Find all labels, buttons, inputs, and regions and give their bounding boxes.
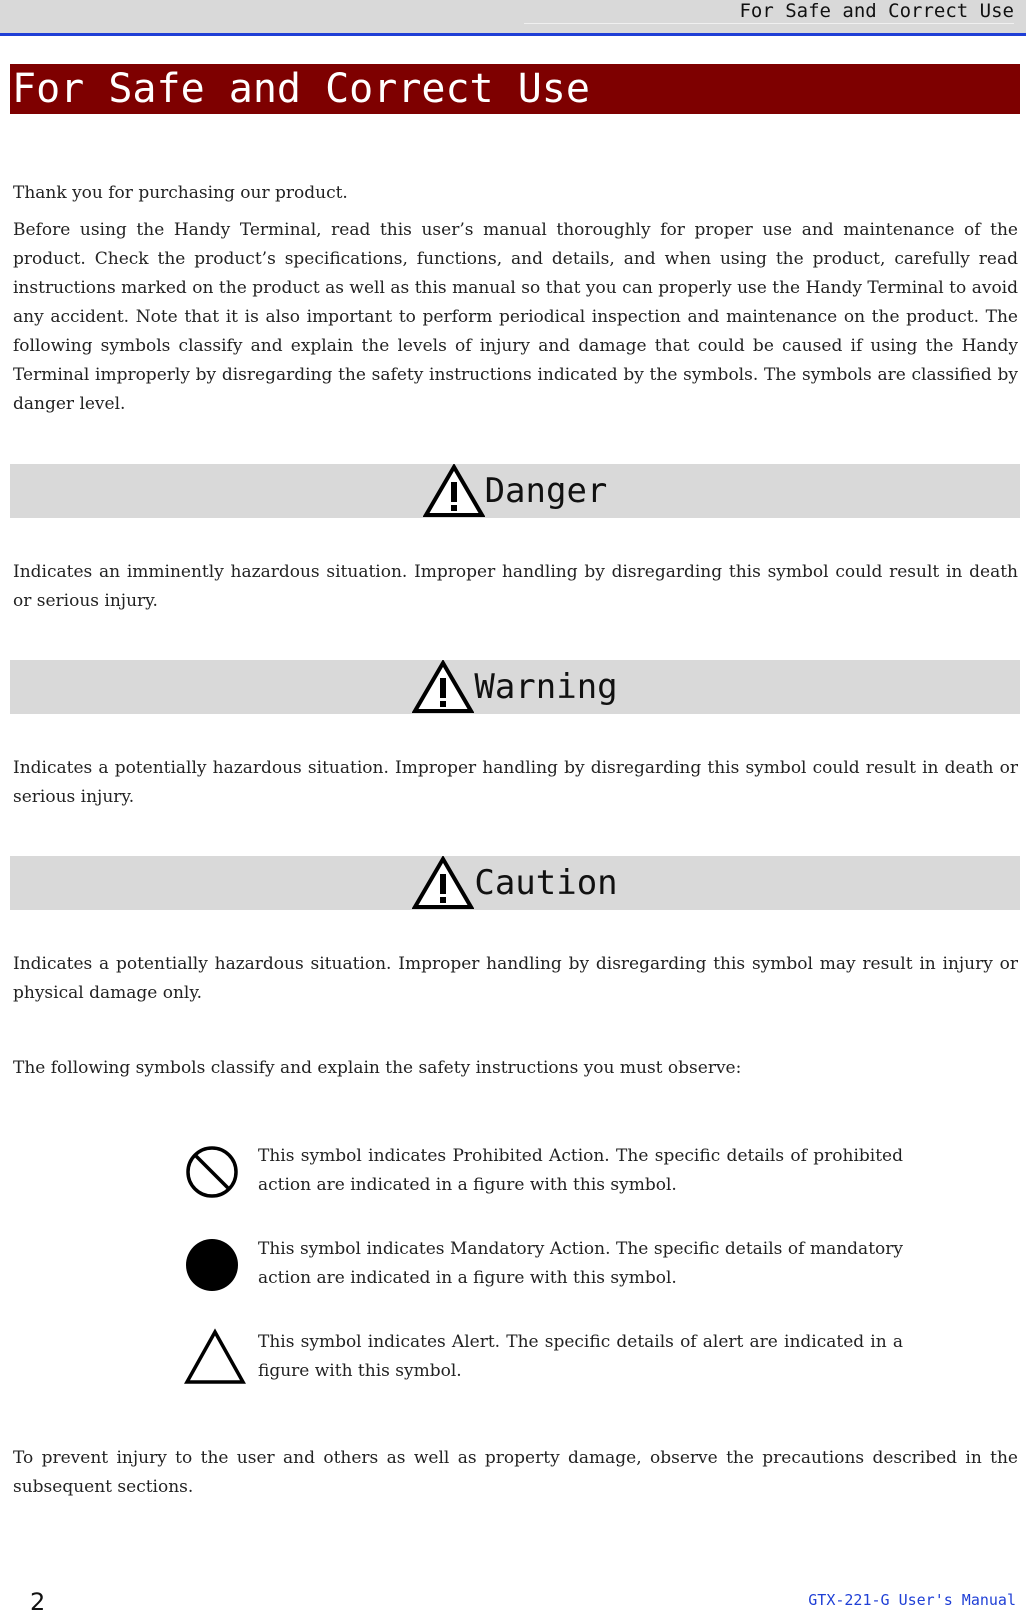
danger-description: Indicates an imminently hazardous situation. Improper handling by disregarding this symbol could result in death or serious injury. [13,562,1018,611]
symbols-intro: The following symbols classify and explain the safety instructions you must observe: [13,1058,742,1078]
alert-triangle-icon [184,1328,246,1386]
intro-thanks: Thank you for purchasing our product. [13,183,348,203]
prohibited-icon [184,1142,240,1198]
running-header-title: For Safe and Correct Use [739,0,1014,22]
symbol-text-prohibited: This symbol indicates Prohibited Action. The specific details of prohibited action are indicated in a figure with this symbol. [258,1146,903,1195]
warning-description: Indicates a potentially hazardous situation. Improper handling by disregarding this symbol could result in death or serious injury. [13,758,1018,807]
footer-manual-name: GTX-221-G User's Manual [808,1591,1016,1609]
symbol-text-alert: This symbol indicates Alert. The specific details of alert are indicated in a figure with this symbol. [258,1332,903,1381]
caution-bar [10,856,1020,910]
symbol-row-prohibited [184,1142,904,1204]
danger-bar [10,464,1020,518]
symbol-text-mandatory: This symbol indicates Mandatory Action. The specific details of mandatory action are indicated in a figure with this symbol. [258,1239,903,1288]
running-header [0,0,1026,36]
intro-body: Before using the Handy Terminal, read this user’s manual thoroughly for proper use and maintenance of the product. Check the product’s specifications, functions, and details, and when using the product, carefully read instructions marked on the product as well as this manual so that you can properly use the Handy Terminal to avoid any accident. Note that it is also important to perform periodical inspection and maintenance on the product. The following symbols classify and explain the levels of injury and damage that could be caused if using the Handy Terminal improperly by disregarding the safety instructions indicated by the symbols. The symbols are classified by danger level. [13,220,1018,414]
symbol-row-mandatory [184,1235,904,1297]
warning-triangle-icon [412,660,474,714]
page-title: For Safe and Correct Use [10,64,1020,114]
caution-label: Caution [474,863,618,903]
warning-triangle-icon [412,856,474,910]
danger-label: Danger [484,471,608,511]
mandatory-circle-icon [184,1235,240,1291]
warning-triangle-icon [423,464,485,518]
symbol-row-alert [184,1328,904,1390]
header-inner-line [524,23,1014,24]
caution-description: Indicates a potentially hazardous situation. Improper handling by disregarding this symbol may result in injury or physical damage only. [13,954,1018,1003]
warning-bar [10,660,1020,714]
closing-paragraph: To prevent injury to the user and others as well as property damage, observe the precautions described in the subsequent sections. [13,1448,1018,1497]
page-number: 2 [30,1588,46,1616]
warning-label: Warning [474,667,618,707]
